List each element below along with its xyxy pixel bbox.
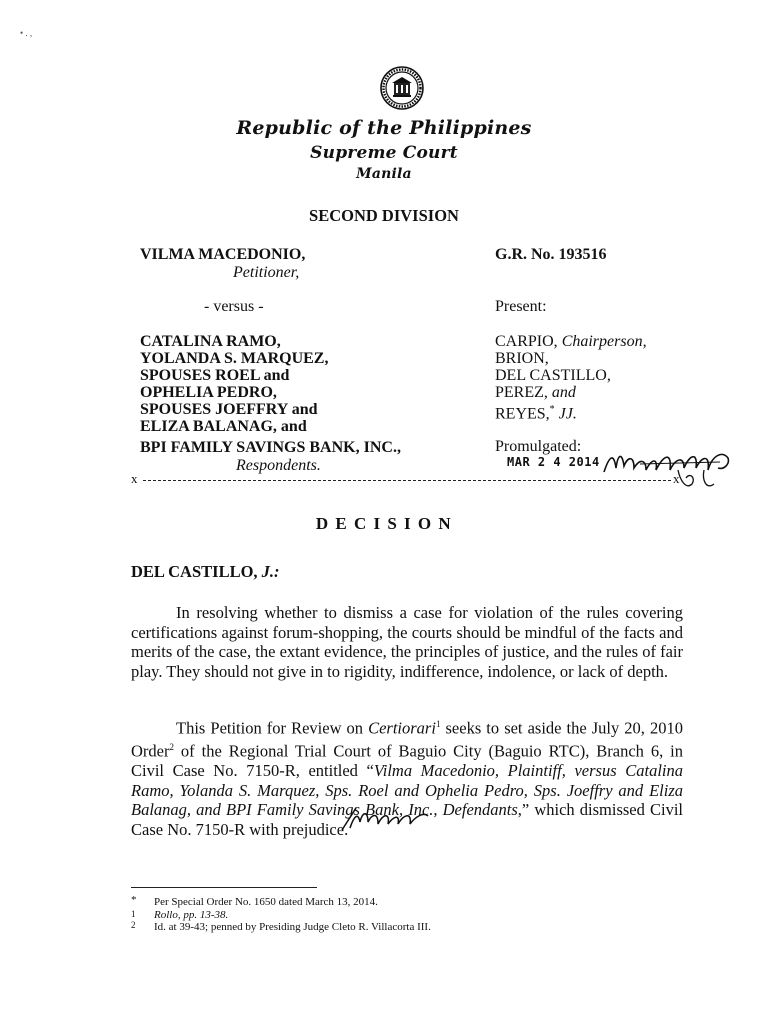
- versus-label: - versus -: [204, 298, 264, 315]
- footnote-text: Per Special Order No. 1650 dated March 13, 2014.: [154, 896, 378, 908]
- para2-text: ,” which dismissed Civil Case No. 7150-R with prejudice.: [131, 800, 683, 839]
- ponente-suffix: J.:: [261, 562, 280, 581]
- footnote-mark: 2: [131, 920, 136, 930]
- justice-name: PEREZ,: [495, 384, 548, 401]
- promulgated-date-stamp: MAR 2 4 2014: [507, 455, 600, 469]
- para2-text: seeks to set aside the July 20, 2010 Order: [131, 718, 683, 761]
- separator-dashes: [143, 480, 671, 481]
- para2-text: of the Regional Trial Court of Baguio City (Baguio RTC), Branch 6, in Civil Case No. 7150-R, entitled “: [131, 741, 683, 780]
- respondent-line: SPOUSES ROEL and: [140, 367, 290, 384]
- scan-marks: • . ,: [20, 28, 33, 38]
- justices-suffix: JJ.: [558, 405, 577, 423]
- separator-x-right: x: [673, 471, 680, 486]
- footnote-ref: *: [549, 404, 555, 415]
- justice-line: [495, 400, 577, 423]
- petitioner-role: Petitioner,: [233, 264, 300, 281]
- division-title: SECOND DIVISION: [309, 206, 459, 225]
- justice-role: Chairperson,: [561, 333, 647, 350]
- gr-number: G.R. No. 193516: [495, 246, 607, 263]
- ponente-line: [131, 562, 280, 582]
- footnote-ref: 1: [435, 719, 441, 729]
- separator-x-left: x: [131, 471, 138, 486]
- respondent-line: CATALINA RAMO,: [140, 333, 281, 350]
- ponente-name: DEL CASTILLO,: [131, 562, 258, 581]
- respondents-role: Respondents.: [236, 457, 321, 474]
- respondent-line: BPI FAMILY SAVINGS BANK, INC.,: [140, 439, 401, 456]
- header-city: Manila: [356, 166, 412, 182]
- clerk-signature-icon: [600, 444, 735, 492]
- paragraph-1: In resolving whether to dismiss a case for violation of the rules covering certifications against forum-shopping, the courts should be mindful of the facts and merits of the case, the extant evidence, the principles of justice, and the rules of fair play. They should not give in to rigidity, indifference, indolence, or lack of depth.: [131, 603, 683, 681]
- certiorari-term: Certiorari: [368, 718, 436, 738]
- para2-text: This Petition for Review on: [176, 718, 369, 738]
- initials-signature-icon: [340, 804, 430, 832]
- promulgated-label: Promulgated:: [495, 438, 582, 455]
- respondent-line: SPOUSES JOEFFRY and: [140, 401, 318, 418]
- header-republic: Republic of the Philippines: [236, 117, 532, 139]
- justice-name: BRION,: [495, 350, 549, 367]
- present-label: Present:: [495, 298, 547, 315]
- justice-name: CARPIO,: [495, 333, 558, 350]
- petitioner-name: VILMA MACEDONIO,: [140, 246, 306, 263]
- footnote-ref: 2: [169, 742, 174, 752]
- footnote-rule: [131, 887, 317, 888]
- respondent-line: OPHELIA PEDRO,: [140, 384, 277, 401]
- case-title: Vilma Macedonio, Plaintiff, versus Catalina Ramo, Yolanda S. Marquez, Sps. Roel and Ophelia Pedro, Sps. Joeffry and Eliza Balanag, and BPI Family Savings Bank, Inc., Defendants: [131, 761, 683, 819]
- justice-name: REYES,: [495, 405, 550, 423]
- decision-title: D E C I S I O N: [315, 514, 453, 533]
- supreme-court-seal-icon: [380, 66, 424, 110]
- footnote-text: Id. at 39-43; penned by Presiding Judge Cleto R. Villacorta III.: [154, 921, 431, 933]
- justice-and: and: [551, 384, 576, 401]
- justice-name: DEL CASTILLO,: [495, 367, 611, 384]
- respondent-line: ELIZA BALANAG, and: [140, 418, 307, 435]
- respondent-line: YOLANDA S. MARQUEZ,: [140, 350, 329, 367]
- footnote-mark: *: [131, 894, 137, 906]
- footnote-text: Rollo, pp. 13-38.: [154, 909, 229, 921]
- header-supreme-court: Supreme Court: [310, 143, 458, 163]
- footnote-mark: 1: [131, 909, 136, 919]
